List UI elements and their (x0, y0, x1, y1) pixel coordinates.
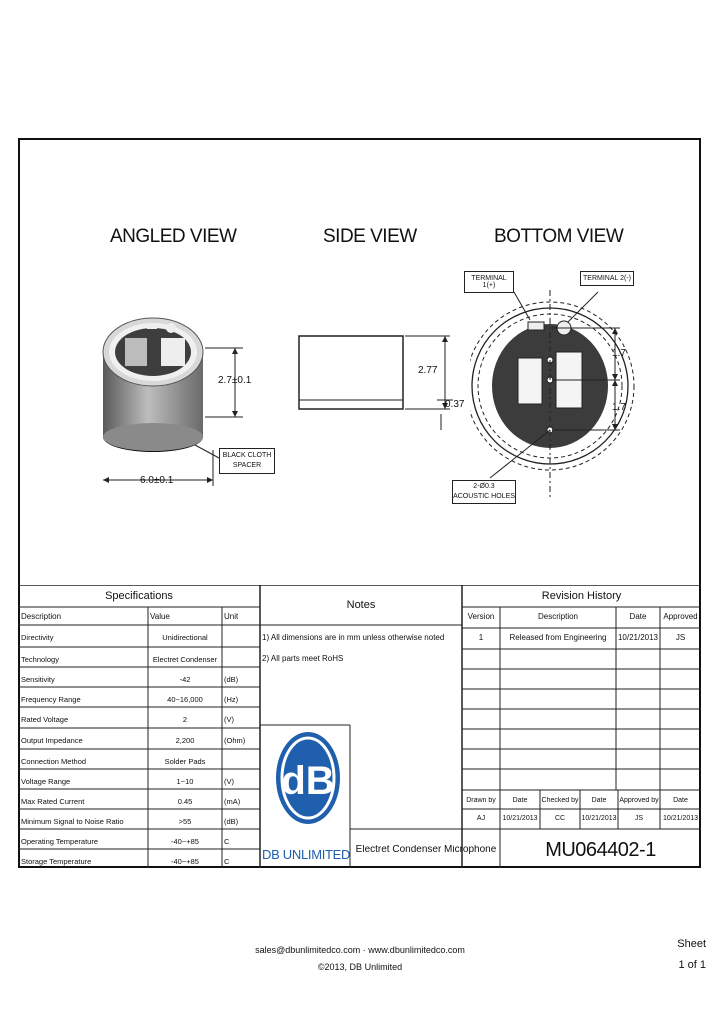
spec-header-description: Description (21, 613, 62, 621)
revision-header-version: Version (467, 613, 495, 621)
spec-row-unit: (Hz) (224, 696, 239, 704)
spec-row-description: Technology (21, 656, 59, 664)
checked-date-label: Date (591, 797, 607, 804)
spec-row-description: Voltage Range (21, 778, 71, 786)
callout-line-1: BLACK CLOTH (222, 452, 272, 459)
spec-row-description: Minimum Signal to Noise Ratio (21, 818, 124, 826)
spec-row-unit: (mA) (224, 798, 241, 806)
spec-row-value: 0.45 (177, 798, 193, 806)
spec-row-description: Sensitivity (21, 676, 55, 684)
approved-date-value: 10/21/2013 (662, 815, 699, 822)
side-gap-dimension: 0.37 (445, 399, 465, 410)
spec-header-value: Value (150, 613, 170, 621)
revision-date: 10/21/2013 (617, 634, 659, 642)
side-height-dimension: 2.77 (418, 365, 438, 376)
acoustic-callout-line-1: 2-Ø0.3 (473, 483, 495, 490)
callout-line-2: SPACER (232, 462, 262, 469)
spec-row-unit: C (224, 838, 230, 846)
checked-by-value: CC (554, 815, 566, 822)
footer-contact: sales@dbunlimitedco.com · www.dbunlimitedco.com (255, 945, 465, 955)
drawn-date-value: 10/21/2013 (502, 815, 538, 822)
db-unlimited-logo (270, 728, 350, 862)
approved-by-value: JS (634, 815, 644, 822)
note-line-1: 1) All dimensions are in mm unless otherwise noted (262, 634, 445, 642)
terminal-2-label: TERMINAL 2(-) (580, 271, 634, 286)
notes-title: Notes (346, 600, 376, 611)
solder-pad-1 (125, 338, 147, 366)
spec-row-value: -42 (179, 676, 191, 684)
part-number: MU064402-1 (545, 840, 656, 860)
revision-header-date: Date (629, 613, 647, 621)
spec-row-unit: (dB) (224, 818, 239, 826)
title-block-grid (18, 585, 701, 868)
checked-by-label: Checked by (541, 797, 579, 804)
approved-date-label: Date (673, 797, 688, 804)
spec-row-description: Output Impedance (21, 737, 83, 745)
spec-row-unit: (Ohm) (224, 737, 246, 745)
footer-copyright: ©2013, DB Unlimited (317, 962, 403, 972)
spec-row-unit: (V) (224, 716, 234, 724)
capsule-side-body (299, 336, 403, 409)
spec-row-value: >55 (178, 818, 192, 826)
spec-row-value: -40~+85 (171, 838, 199, 846)
revision-version: 1 (478, 634, 484, 642)
note-line-2: 2) All parts meet RoHS (262, 655, 344, 663)
bottom-view-title: BOTTOM VIEW (494, 226, 624, 247)
spec-row-value: Solder Pads (164, 758, 206, 766)
spec-row-description: Max Rated Current (21, 798, 85, 806)
spec-row-description: Directivity (21, 634, 54, 642)
revision-approved: JS (675, 634, 686, 642)
angled-view-title: ANGLED VIEW (110, 226, 237, 247)
sheet-value: 1 of 1 (678, 959, 706, 971)
angled-width-dimension: 6.0±0.1 (140, 475, 174, 486)
solder-pad-2 (161, 338, 185, 366)
spec-row-description: Operating Temperature (21, 838, 98, 846)
drawn-by-label: Drawn by (466, 797, 496, 804)
spec-row-unit: (dB) (224, 676, 239, 684)
revision-header-description: Description (537, 613, 578, 621)
drawn-date-label: Date (512, 797, 528, 804)
side-view-title: SIDE VIEW (323, 226, 417, 247)
spec-row-value: 40~16,000 (167, 696, 203, 704)
terminal-1-pad (518, 358, 542, 404)
spec-row-unit: (V) (224, 778, 234, 786)
spec-row-value: 1~10 (176, 778, 194, 786)
spec-row-value: 2,200 (175, 737, 195, 745)
spec-row-description: Rated Voltage (21, 716, 69, 724)
product-description: Electret Condenser Microphone (355, 845, 497, 855)
spec-header-unit: Unit (224, 613, 239, 621)
bottom-top-dimension: 1.7 (612, 348, 626, 359)
specifications-title: Specifications (105, 591, 173, 602)
revision-description: Released from Engineering (509, 634, 607, 642)
black-cloth-callout (219, 448, 275, 474)
spec-row-value: Unidirectional (162, 634, 208, 642)
bottom-bottom-dimension: 1.7 (612, 402, 626, 413)
logo-name: DB UNLIMITED (262, 847, 351, 862)
spec-row-description: Frequency Range (21, 696, 81, 704)
logo-mark: dB (281, 759, 335, 803)
spec-row-value: Electret Condenser (152, 656, 218, 664)
checked-date-value: 10/21/2013 (581, 815, 617, 822)
approved-by-label: Approved by (619, 797, 659, 804)
spec-row-description: Storage Temperature (21, 858, 92, 866)
side-view-drawing (295, 330, 465, 440)
spec-row-value: 2 (182, 716, 188, 724)
spec-row-unit: C (224, 858, 230, 866)
spec-row-value: -40~+85 (171, 858, 199, 866)
revision-header-approved: Approved (663, 613, 698, 621)
bottom-view-drawing (470, 270, 640, 510)
spec-row-description: Connection Method (21, 758, 87, 766)
sheet-label: Sheet (677, 938, 706, 950)
acoustic-holes-callout (452, 480, 516, 504)
revision-history-title: Revision History (541, 591, 622, 602)
drawn-by-value: AJ (476, 815, 486, 822)
angled-height-dimension: 2.7±0.1 (218, 375, 252, 386)
acoustic-callout-line-2: ACOUSTIC HOLES (453, 493, 515, 500)
terminal-1-label: TERMINAL 1(+) (464, 271, 514, 293)
